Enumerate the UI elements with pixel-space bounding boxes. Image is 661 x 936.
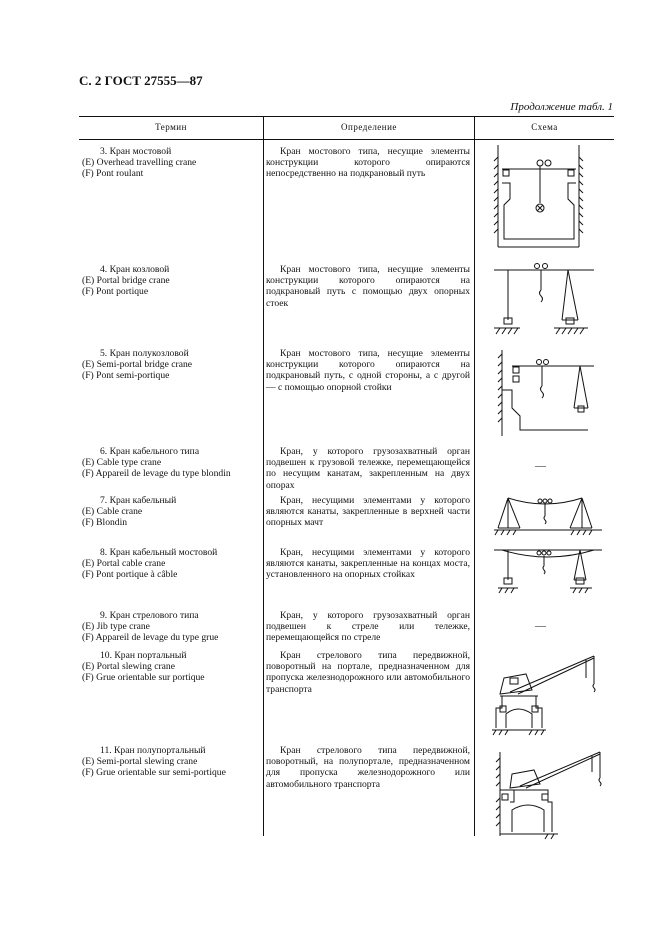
term-name: 8. Кран кабельный мостовой <box>100 547 218 558</box>
term-cell <box>82 745 264 779</box>
term-cell <box>82 495 264 529</box>
semi-portal-crane-icon <box>494 346 604 438</box>
term-name: 10. Кран портальный <box>100 650 187 661</box>
column-header-term: Термин <box>155 122 187 132</box>
definition-cell: Кран, у которого грузозахватный орган подвешен к стреле или тележке, перемещающейся по стреле <box>266 610 470 644</box>
term-cell <box>82 547 264 581</box>
term-name: 3. Кран мостовой <box>100 146 172 157</box>
term-french: (F) Pont semi-portique <box>82 370 170 382</box>
definition-cell: Кран мостового типа, несущие элементы конструкции которого опираются непосредственно на подкрановый путь <box>266 146 470 180</box>
definition-cell: Кран мостового типа, несущие элементы конструкции которого опираются на подкрановый путь, с одной стороны, а с другой — с помощью опорной стойки <box>266 348 470 393</box>
term-french: (F) Appareil de levage du type grue <box>82 632 219 644</box>
term-cell <box>82 610 264 644</box>
term-name: 6. Кран кабельного типа <box>100 446 200 457</box>
term-french: (F) Pont portique à câble <box>82 569 178 581</box>
term-cell <box>82 146 264 180</box>
term-english: (E) Cable type crane <box>82 457 162 469</box>
term-cell <box>82 650 264 684</box>
term-name: 5. Кран полукозловой <box>100 348 189 359</box>
term-french: (F) Grue orientable sur portique <box>82 672 205 684</box>
definition-cell: Кран, у которого грузозахватный орган подвешен к грузовой тележке, перемещающейся по несущим канатам, закрепленным на двух опорах <box>266 446 470 491</box>
term-english: (E) Semi-portal slewing crane <box>82 756 198 768</box>
table-top-rule <box>79 116 614 117</box>
term-english: (E) Overhead travelling crane <box>82 157 197 169</box>
schema-dash: — <box>535 620 546 632</box>
term-french: (F) Pont portique <box>82 286 149 298</box>
term-french: (F) Blondin <box>82 517 128 529</box>
table-continuation-note: Продолжение табл. 1 <box>510 101 613 113</box>
term-english: (E) Jib type crane <box>82 621 150 633</box>
portal-bridge-crane-icon <box>492 260 602 340</box>
term-name: 9. Кран стрелового типа <box>100 610 199 621</box>
column-header-schema: Схема <box>531 122 558 132</box>
term-english: (E) Portal slewing crane <box>82 661 175 673</box>
semi-portal-slewing-crane-icon <box>492 748 612 844</box>
column-divider-2 <box>474 116 475 836</box>
page-title: С. 2 ГОСТ 27555—87 <box>79 73 203 88</box>
term-french: (F) Pont roulant <box>82 168 144 180</box>
term-french: (F) Grue orientable sur semi-portique <box>82 767 226 779</box>
term-english: (E) Cable crane <box>82 506 143 518</box>
definition-cell: Кран стрелового типа передвижной, поворотный на портале, предназначенном для пропуска железнодорожного или автомобильного транспорта <box>266 650 470 695</box>
term-english: (E) Semi-portal bridge crane <box>82 359 193 371</box>
term-cell <box>82 348 264 382</box>
term-english: (E) Portal cable crane <box>82 558 166 570</box>
definition-cell: Кран стрелового типа передвижной, поворотный, на полупортале, предназначенном для пропуска железнодорожного или автомобильного транспорта <box>266 745 470 790</box>
term-name: 11. Кран полупортальный <box>100 745 206 756</box>
table-header-rule <box>79 139 614 140</box>
term-name: 7. Кран кабельный <box>100 495 177 506</box>
definition-cell: Кран мостового типа, несущие элементы конструкции которого опираются на подкрановый путь с помощью двух опорных стоек <box>266 264 470 309</box>
definition-cell: Кран, несущими элементами у которого являются канаты, закрепленные на концах моста, установленного на опорных стойках <box>266 547 470 581</box>
portal-slewing-crane-icon <box>490 648 612 744</box>
term-cell <box>82 446 264 480</box>
term-english: (E) Portal bridge crane <box>82 275 170 287</box>
column-header-definition: Определение <box>341 122 397 132</box>
cable-crane-icon <box>494 492 606 540</box>
portal-cable-crane-icon <box>494 544 606 614</box>
overhead-crane-icon <box>492 143 592 253</box>
term-name: 4. Кран козловой <box>100 264 170 275</box>
term-french: (F) Appareil de levage du type blondin <box>82 468 231 480</box>
term-cell <box>82 264 264 298</box>
schema-dash: — <box>535 460 546 472</box>
definition-cell: Кран, несущими элементами у которого являются канаты, закрепленные в верхней части опорных мачт <box>266 495 470 529</box>
